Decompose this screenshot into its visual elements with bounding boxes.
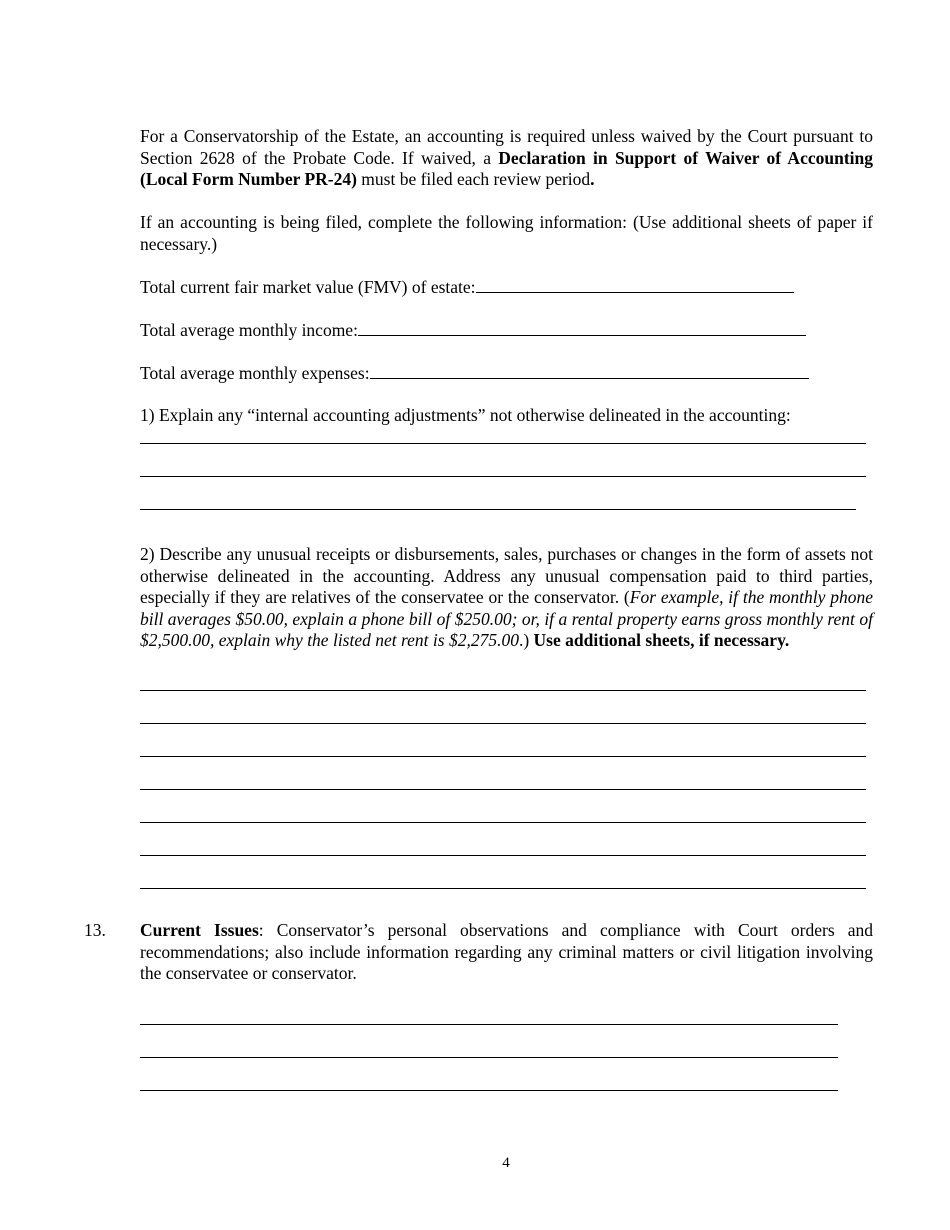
question-2-answer-line[interactable] [140, 822, 866, 823]
accounting-instructions-paragraph: If an accounting is being filed, complete the following information: (Use additional sheets of paper if necessary.) [140, 212, 873, 254]
accounting-requirement-paragraph [140, 126, 873, 191]
section-13-number: 13. [84, 920, 106, 940]
current-issues-answer-line[interactable] [140, 1090, 838, 1091]
expenses-field [140, 362, 809, 384]
section-13-text: : Conservator’s personal observations and compliance with Court orders and recommendations; also include information regarding any criminal matters or civil litigation involving the conservatee or conservator. [140, 920, 873, 984]
fmv-label: Total current fair market value (FMV) of estate: [140, 277, 476, 297]
question-2-prompt [140, 544, 873, 652]
question-2-answer-line[interactable] [140, 756, 866, 757]
question-2-text: 2) Describe any unusual receipts or disbursements, sales, purchases or changes in the form of assets not otherwise delineated in the accounting. Address any unusual compensation paid to third parties, especially if they are relatives of the conservatee or the conservator. ( [140, 544, 873, 608]
income-field [140, 319, 806, 341]
question-2-example: For example, if the monthly phone bill averages $50.00, explain a phone bill of $250.00; or, if a rental property earns gross monthly rent of $2,500.00, explain why the listed net rent is $2,275.00 [140, 587, 873, 651]
section-13-current-issues [140, 920, 873, 985]
fmv-input-line[interactable] [476, 278, 794, 293]
question-2-text-close: .) [518, 630, 534, 651]
current-issues-answer-line[interactable] [140, 1024, 838, 1025]
waiver-declaration-form-name: Declaration in Support of Waiver of Accounting (Local Form Number PR-24) [140, 147, 873, 190]
expenses-label: Total average monthly expenses: [140, 363, 370, 383]
page-number: 4 [502, 1155, 510, 1171]
accounting-requirement-text-end: must be filed each review period [356, 169, 591, 190]
current-issues-answer-line[interactable] [140, 1057, 838, 1058]
expenses-input-line[interactable] [370, 364, 809, 379]
income-input-line[interactable] [358, 321, 806, 336]
question-1-answer-line[interactable] [140, 509, 856, 510]
income-label: Total average monthly income: [140, 320, 358, 340]
question-2-note: Use additional sheets, if necessary. [533, 630, 790, 651]
accounting-requirement-period: . [590, 169, 595, 190]
accounting-requirement-text: For a Conservatorship of the Estate, an accounting is required unless waived by the Court pursuant to Section 2628 of the Probate Code. If waived, a [140, 126, 873, 168]
question-2-answer-line[interactable] [140, 855, 866, 856]
question-2-answer-line[interactable] [140, 690, 866, 691]
fmv-field [140, 276, 794, 298]
section-13-heading: Current Issues [140, 920, 259, 940]
question-2-answer-line[interactable] [140, 723, 866, 724]
question-2-answer-line[interactable] [140, 888, 866, 889]
question-1-answer-line[interactable] [140, 443, 866, 444]
question-1-answer-line[interactable] [140, 476, 866, 477]
question-1-prompt: 1) Explain any “internal accounting adjustments” not otherwise delineated in the accounting: [140, 405, 791, 425]
question-2-answer-line[interactable] [140, 789, 866, 790]
